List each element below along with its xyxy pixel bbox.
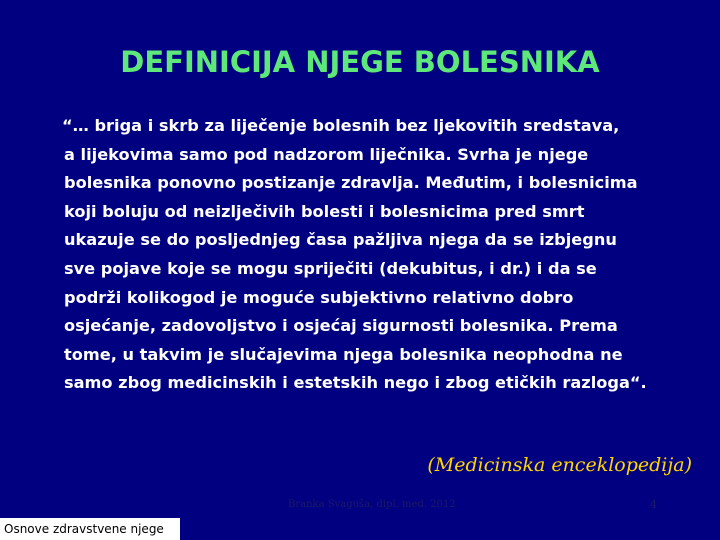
quote-line: osjećanje, zadovoljstvo i osjećaj sigurnosti bolesnika. Prema <box>64 316 618 336</box>
quote-line: tome, u takvim je slučajevima njega bolesnika neophodna ne <box>64 344 623 364</box>
quote-line: sve pojave koje se mogu spriječiti (dekubitus, i dr.) i da se <box>64 258 597 278</box>
course-label: Osnove zdravstvene njege <box>0 518 180 540</box>
definition-quote <box>62 112 702 398</box>
quote-line: ukazuje se do posljednjeg časa pažljiva njega da se izbjegnu <box>64 230 617 250</box>
footer-author: Branka Svaguša, dipl. med. 2012 <box>288 499 456 510</box>
quote-line: koji boluju od neizlječivih bolesti i bolesnicima pred smrt <box>64 201 585 221</box>
quote-line: “… briga i skrb za liječenje bolesnih bez ljekovitih sredstava, <box>62 116 620 135</box>
slide-title: DEFINICIJA NJEGE BOLESNIKA <box>120 45 600 79</box>
quote-line: podrži kolikogod je moguće subjektivno relativno dobro <box>64 287 574 307</box>
quote-line: samo zbog medicinskih i estetskih nego i zbog etičkih razloga“. <box>64 373 647 393</box>
quote-line: a lijekovima samo pod nadzorom liječnika. Svrha je njege <box>64 144 589 164</box>
page-number: 4 <box>650 498 657 511</box>
source-citation: (Medicinska enceklopedija) <box>427 454 692 476</box>
quote-line: bolesnika ponovno postizanje zdravlja. Međutim, i bolesnicima <box>64 173 638 193</box>
